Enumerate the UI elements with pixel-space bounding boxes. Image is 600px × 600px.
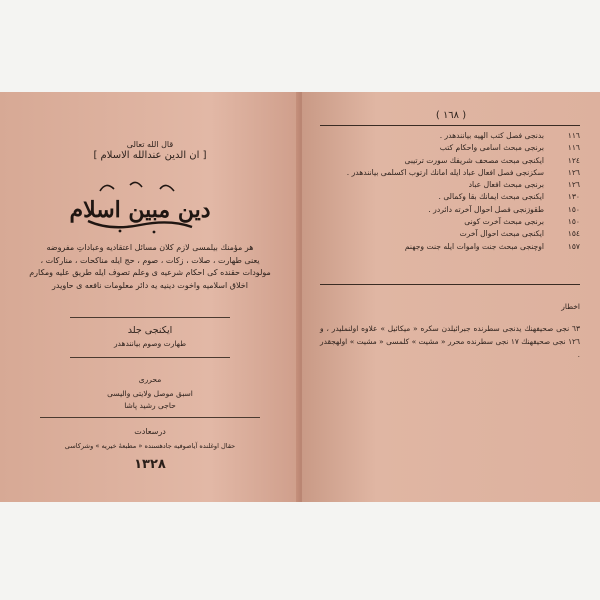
author-label: محررى — [138, 375, 162, 384]
toc-text: ايكنجى مبحث مصحف شريفك سورت ترتيبى — [404, 155, 544, 165]
intro-line: مولودات حقنده كى احكام شرعيه ى وعلم تصوف ايله طريق عليه ومكارم — [29, 268, 271, 277]
divider — [40, 417, 260, 418]
section-rule — [320, 284, 580, 285]
toc-text: بدنجى فصل كتب الهيه بيانندهدر . — [439, 131, 544, 140]
errata-text: ٦٣ نجى صحيفهنك يدنجى سطرنده جبرائيلدن سكره « ميكائيل » علاوه اولنمليدر ، و ١٢٦ نجى صحيفهنك ١٧ نجى سطرنده محرر « مشيت » كلمسى « مشيت » اولهجقدر . — [320, 324, 580, 359]
toc-entry — [320, 155, 580, 167]
toc-text: برنجى مبحث اسامى واحكام كتب — [439, 143, 544, 153]
toc-entry — [320, 191, 580, 203]
toc-text: طقوزنجى فصل احوال آخرته دائردر . — [428, 204, 544, 214]
page-number: ( ١٦٨ ) — [435, 110, 467, 121]
publication-year: ١٣٢٨ — [134, 457, 166, 472]
book-title-calligraphy — [69, 177, 211, 237]
toc-entry — [320, 241, 580, 253]
toc-entry — [320, 179, 580, 191]
printing-press: حقال اوغلنده آياصوفيه جادهسنده « مطبعهٔ خيريه » وشركاسى — [64, 442, 236, 450]
toc-text: برنجى مبحث افعال عباد — [468, 180, 544, 190]
toc-page-number: ١١٦ — [567, 131, 580, 140]
contents-page — [302, 92, 600, 502]
toc-page-number: ١٥٠ — [567, 204, 580, 214]
divider — [70, 317, 230, 318]
author-title: اسبق موصل ولايتى واليسى — [107, 389, 193, 398]
toc-page-number: ١٥٤ — [567, 229, 580, 239]
toc-entry — [320, 228, 580, 240]
toc-entry — [320, 142, 580, 154]
toc-entry — [320, 204, 580, 216]
intro-line: هر مؤمنك بيلمسى لازم كلان مسائل اعتقاديه وعباداتِ مفروضه — [46, 243, 254, 252]
toc-page-number: ١٢٦ — [567, 180, 580, 190]
errata-title: اخطار — [561, 302, 580, 311]
toc-text: برنجى مبحث آخرت كونى — [464, 217, 544, 227]
volume-label: ايكنجى جلد — [127, 325, 173, 336]
toc-text: ايكنجى مبحث ايمانك بقا وكمالى . — [438, 192, 544, 202]
intro-line: يعنى طهارت ، صلات ، زكات ، صوم ، حج ايله مناكحات ، مناركات ، — [40, 255, 260, 265]
toc-entry — [320, 130, 580, 142]
toc-text: سكزنجى فصل افعال عباد ايله امانك ارتوب اكسلمى بيانندهدر . — [346, 167, 544, 177]
header-rule — [320, 125, 580, 126]
publication-city: درسعادت — [134, 427, 166, 436]
toc-entry — [320, 167, 580, 179]
book-title: دين مبين اسلام — [69, 197, 211, 223]
toc-page-number: ١٥٠ — [567, 217, 580, 227]
toc-text: ايكنجى مبحث احوال آخرت — [459, 229, 544, 239]
volume-subtitle: طهارت وصوم بيانندهدر — [113, 339, 187, 348]
title-page — [0, 92, 300, 502]
toc-page-number: ١٢٦ — [567, 167, 580, 177]
verse-attribution: قال الله تعالى — [126, 140, 174, 149]
toc-page-number: ١٥٧ — [567, 241, 580, 251]
toc-entry — [320, 216, 580, 228]
intro-line: اخلاق اسلاميه واخوت دينيه يه دائر معلومات نافعه ى حاويدر — [52, 280, 248, 290]
toc-page-number: ١٣٠ — [567, 192, 580, 202]
book-spread — [0, 92, 600, 502]
intro-text — [14, 242, 286, 292]
table-of-contents — [320, 130, 580, 253]
divider — [70, 357, 230, 358]
toc-page-number: ١١٦ — [567, 143, 580, 153]
toc-page-number: ١٢٤ — [567, 155, 580, 165]
quranic-verse: [ ان الدين عندالله الاسلام ] — [93, 150, 207, 161]
toc-text: اوچنجى مبحث جنت واموات ايله جنت وجهنم — [404, 241, 544, 251]
author-name: حاجى رشيد پاشا — [124, 401, 176, 410]
